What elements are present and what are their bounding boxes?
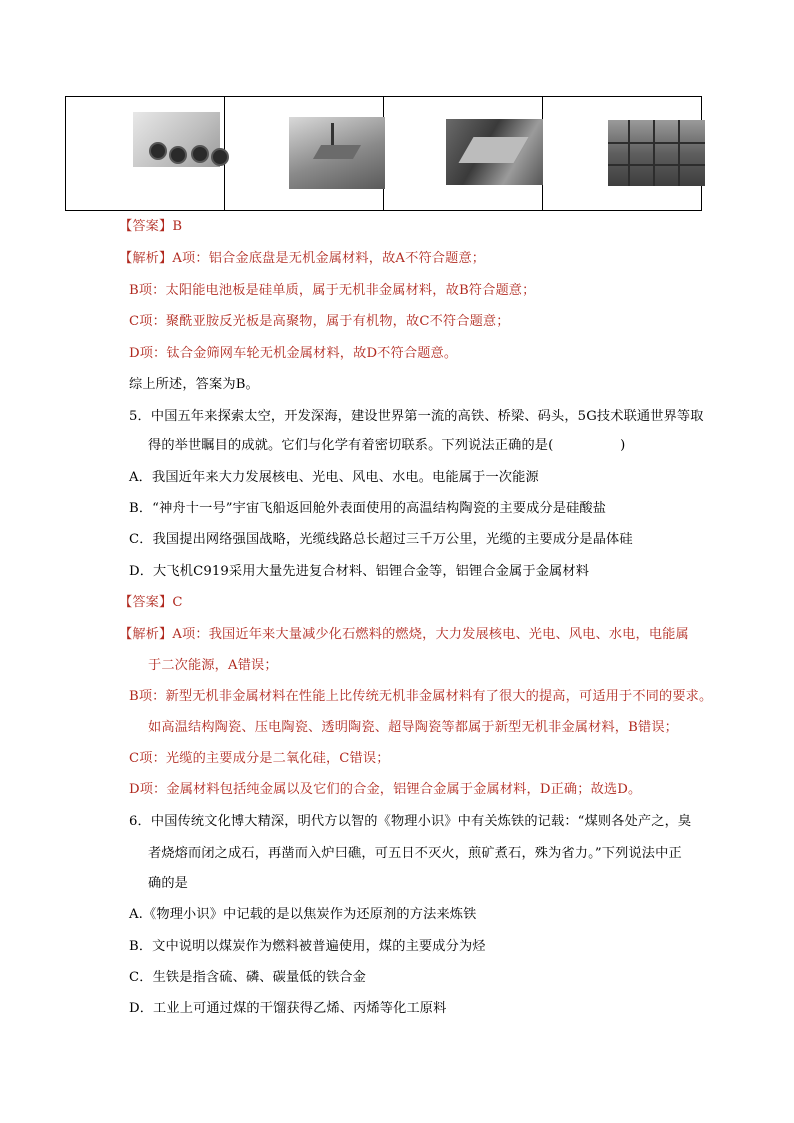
question-5-option-b: B．“神舟十一号”宇宙飞船返回舱外表面使用的高温结构陶瓷的主要成分是硅酸盐 [129,501,607,516]
image-cell-d [543,97,702,211]
mesh-wheel-photo [608,120,705,186]
explanation-text: A项：铝合金底盘是无机金属材料，故A不符合题意； [172,251,486,266]
explanation-5-line-6: D项：金属材料包括纯金属以及它们的合金，铝锂合金属于金属材料，D正确；故选D。 [129,782,642,797]
question-5-option-a: A．我国近年来大力发展核电、光电、风电、水电。电能属于一次能源 [129,470,539,485]
question-5-stem-2: 得的举世瞩目的成就。它们与化学有着密切联系。下列说法正确的是( ) [148,438,626,453]
rover-chassis-photo [133,112,220,167]
image-cell-a [66,97,225,211]
question-6-stem-2: 者烧熔而闭之成石，再凿而入炉曰礁，可五日不灭火，煎矿煮石，殊为省力。”下列说法中正 [148,846,682,861]
explanation-4-line-3: C项：聚酰亚胺反光板是高聚物，属于有机物，故C不符合题意； [129,314,510,329]
explanation-5-line-3: B项：新型无机非金属材料在性能上比传统无机非金属材料有了很大的提高，可适用于不同的要求。 [129,689,713,704]
reflector-panel-photo [446,119,543,185]
question-5-stem-1: 5．中国五年来探索太空，开发深海，建设世界第一流的高铁、桥梁、码头，5G技术联通世界等取 [129,409,704,424]
image-cell-c [384,97,543,211]
summary-4: 综上所述，答案为B。 [129,377,259,392]
question-6-option-b: B．文中说明以煤炭作为燃料被普遍使用，煤的主要成分为烃 [129,939,486,954]
explanation-label: 【解析】 [119,627,173,642]
explanation-4-line-4: D项：钛合金筛网车轮无机金属材料，故D不符合题意。 [129,346,458,361]
question-6-option-c: C．生铁是指含硫、磷、碳量低的铁合金 [129,970,366,985]
explanation-label: 【解析】 [119,251,173,266]
answer-5: 【答案】C [119,595,183,610]
question-5-option-c: C．我国提出网络强国战略，光缆线路总长超过三千万公里，光缆的主要成分是晶体硅 [129,532,633,547]
explanation-5-line-4: 如高温结构陶瓷、压电陶瓷、透明陶瓷、超导陶瓷等都属于新型无机非金属材料，B错误； [148,720,678,735]
explanation-5-line-2: 于二次能源，A错误； [148,658,278,673]
question-6-option-a: A.《物理小识》中记载的是以焦炭作为还原剂的方法来炼铁 [129,907,477,922]
solar-panel-photo [289,117,385,189]
answer-4: 【答案】B [119,219,183,234]
image-cell-b [225,97,384,211]
question-6-stem-1: 6．中国传统文化博大精深，明代方以智的《物理小识》中有关炼铁的记载：“煤则各处产之，臭 [129,814,692,829]
image-table [65,96,702,211]
question-6-option-d: D．工业上可通过煤的干馏获得乙烯、丙烯等化工原料 [129,1001,447,1016]
explanation-4-line-2: B项：太阳能电池板是硅单质，属于无机非金属材料，故B符合题意； [129,283,536,298]
explanation-text: A项：我国近年来大量减少化石燃料的燃烧，大力发展核电、光电、风电、水电，电能属 [172,627,689,642]
question-5-option-d: D．大飞机C919采用大量先进复合材料、铝锂合金等，铝锂合金属于金属材料 [129,564,590,579]
explanation-4-line-1 [119,250,485,268]
explanation-5-line-1 [119,626,689,644]
explanation-5-line-5: C项：光缆的主要成分是二氧化硅，C错误； [129,751,390,766]
question-6-stem-3: 确的是 [148,876,189,891]
